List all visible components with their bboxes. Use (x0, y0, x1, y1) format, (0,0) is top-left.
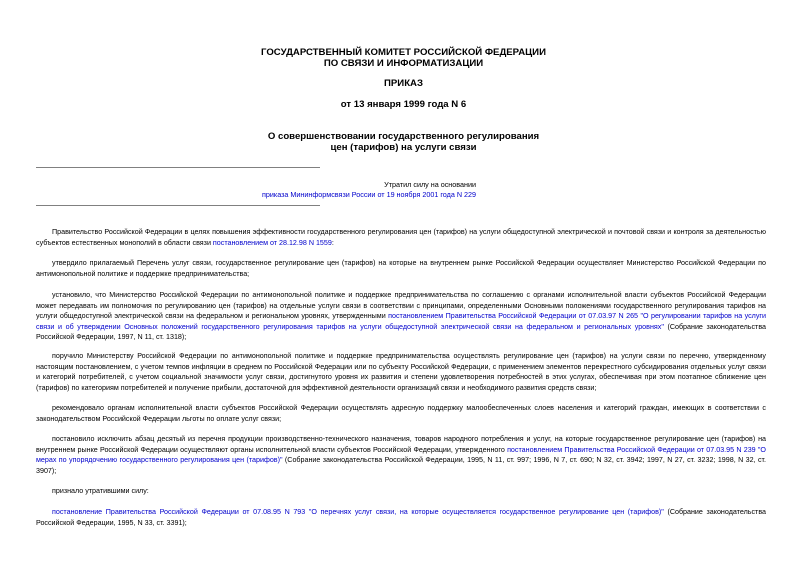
paragraph-4: поручило Министерству Российской Федерации по антимонопольной политике и поддержке предпринимательства осуществлять регулирование цен (тарифов) на услуги связи по перечню, утвержденному настоящим постановлением, с учетом темпов инфляции в среднем по Российской Федерации или по субъекту Российской Федерации, с применением элементов перекрестного субсидирования отдельных услуг связи и категорий потребителей, с учетом социальной значимости услуг связи, достигнутого уровня их развития и степени удовлетворения потребностей в этих услугах, обеспечивая при этом поэтапное сближение цен (тарифов) по категориям потребителей и получение прибыли, достаточной для эффективной деятельности организаций связи и необходимого развития средств связи; (36, 352, 766, 392)
repeal-order-link[interactable]: приказа Мининформсвязи России от 19 ноября 2001 года N 229 (262, 190, 476, 199)
paragraph-8 (36, 507, 766, 528)
paragraph-1-tail: : (331, 238, 334, 247)
paragraph-6 (36, 434, 766, 476)
paragraph-1 (36, 227, 766, 248)
decree-239-link[interactable]: постановлением Правительства Российской Федерации от 07.03.95 N 239 "О мерах по упорядочению государственного регулирования цен (тарифов)" (36, 445, 766, 465)
paragraph-6-tail: (Собрание законодательства Российской Федерации, 1995, N 11, ст. 997; 1996, N 7, ст. 690; N 32, ст. 3942; 1997, N 27, ст. 3232; 1998, N 32, ст. 3907); (36, 456, 766, 475)
document-date: от 13 января 1999 года N 6 (340, 99, 467, 110)
ministry-name-line2: ПО СВЯЗИ И ИНФОРМАТИЗАЦИИ (323, 58, 484, 69)
status-link-line (36, 190, 476, 200)
ministry-name-line1: ГОСУДАРСТВЕННЫЙ КОМИТЕТ РОССИЙСКОЙ ФЕДЕРАЦИИ (261, 47, 546, 58)
paragraph-3 (36, 290, 766, 343)
paragraph-5: рекомендовало органам исполнительной власти субъектов Российской Федерации осуществлять адресную поддержку малообеспеченных слоев населения и категорий граждан, имеющих в соответствии с законодательством Российской Федерации льготы по оплате услуг связи; (36, 404, 766, 423)
paragraph-6-text: постановило исключить абзац десятый из перечня продукции производственно-технического назначения, товаров народного потребления и услуг, на которые государственное регулирование цен (тарифов) на внутреннем рынке Российской Федерации осуществляют органы исполнительной власти субъектов Российской Федерации, утвержденного (36, 435, 766, 454)
paragraph-8-tail: (Собрание законодательства Российской Федерации, 1995, N 33, ст. 3391); (36, 508, 767, 527)
status-text: Утратил силу на основании (384, 180, 476, 189)
divider-bottom (36, 205, 320, 206)
document-title-line1: О совершенствовании государственного регулирования (267, 131, 540, 142)
document-title-line2: цен (тарифов) на услуги связи (330, 142, 477, 153)
paragraph-3-tail: (Собрание законодательства Российской Федерации, 1997, N 11, ст. 1318); (36, 322, 766, 342)
divider-top (36, 167, 320, 168)
paragraph-2: утвердило прилагаемый Перечень услуг связи, государственное регулирование цен (тарифов) на которые на внутреннем рынке Российской Федерации осуществляет Министерство Российской Федерации по антимонопольной политике и поддержке предпринимательства; (36, 259, 766, 278)
decree-265-link[interactable]: постановлением Правительства Российской Федерации от 07.03.97 N 265 "О регулировании тарифов на услуги связи и об утверждении Основных положений государственного регулирования тарифов на услуги общедоступной электрической связи на федеральном и региональных уровнях" (36, 312, 766, 331)
paragraph-7: признало утратившими силу: (52, 487, 149, 495)
paragraph-1-text: Правительство Российской Федерации в целях повышения эффективности государственного регулирования цен (тарифов) на услуги общедоступной электрической и почтовой связи и контроля за деятельностью субъектов естественных монополий в области связи (36, 228, 766, 247)
decree-793-link[interactable]: постановление Правительства Российской Федерации от 07.08.95 N 793 "О перечнях услуг связи, на которые осуществляется государственное регулирование цен (тарифов)" (52, 508, 664, 516)
paragraph-3-text: установило, что Министерство Российской Федерации по антимонопольной политике и поддержке предпринимательства по соглашению с органами исполнительной власти субъектов Российской Федерации может передавать им полномочия по регулированию цен (тарифов) на отдельные услуги связи в соответствии с принципами, определенными Основными положениями государственного регулирования тарифов на услуги общедоступной электрической связи на федеральном и региональном уровнях, утвержденными (36, 291, 766, 321)
document-type: ПРИКАЗ (384, 78, 423, 89)
decree-1559-link[interactable]: постановлением от 28.12.98 N 1559 (212, 238, 332, 247)
